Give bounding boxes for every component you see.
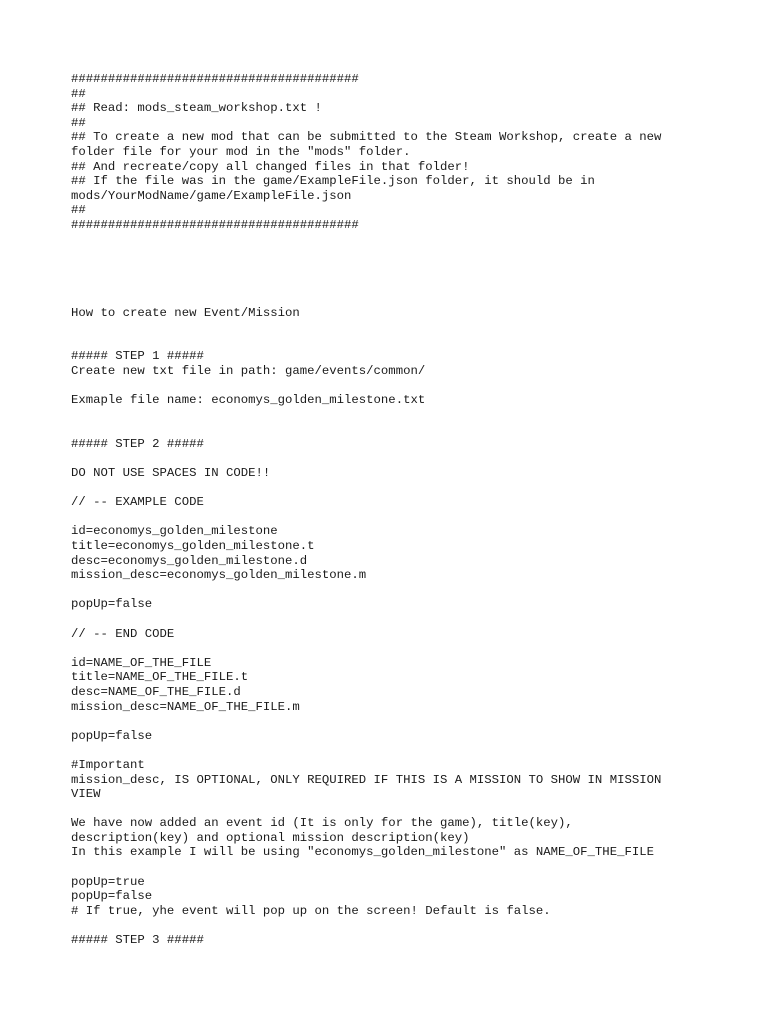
text-line: title=NAME_OF_THE_FILE.t [71, 670, 249, 685]
text-line: id=economys_golden_milestone [71, 524, 278, 539]
text-line: title=economys_golden_milestone.t [71, 539, 315, 553]
text-line: ## And recreate/copy all changed files in that folder! [71, 159, 470, 174]
text-line: description(key) and optional mission description(key) [71, 830, 470, 845]
blank-line [71, 335, 731, 350]
blank-line [71, 860, 731, 875]
text-line: mission_desc=NAME_OF_THE_FILE.m [71, 699, 300, 714]
text-line: We have now added an event id (It is only for the game), title(key), [71, 816, 573, 831]
text-line: desc=economys_golden_milestone.d [71, 553, 308, 568]
blank-line [71, 422, 731, 437]
text-line: ## [71, 203, 86, 218]
text-line: ## Read: mods_steam_workshop.txt ! [71, 101, 322, 116]
text-line: ##### STEP 3 ##### [71, 933, 204, 948]
blank-line [71, 510, 731, 525]
blank-line [71, 320, 731, 335]
text-line: Create new txt file in path: game/events/common/ [71, 363, 426, 378]
document-text [71, 72, 731, 948]
text-line: # If true, yhe event will pop up on the screen! Default is false. [71, 903, 551, 918]
blank-line [71, 583, 731, 598]
blank-line [71, 378, 731, 393]
text-line: desc=NAME_OF_THE_FILE.d [71, 684, 241, 699]
text-line: ####################################### [71, 72, 359, 86]
text-line: ####################################### [71, 217, 359, 232]
text-line: popUp=false [71, 889, 153, 904]
text-line: mods/YourModName/game/ExampleFile.json [71, 188, 352, 203]
blank-line [71, 612, 731, 627]
text-line: Exmaple file name: economys_golden_milestone.txt [71, 393, 426, 408]
text-line: ## [71, 115, 86, 130]
blank-line [71, 247, 731, 262]
text-line: popUp=false [71, 597, 153, 612]
text-line: id=NAME_OF_THE_FILE [71, 655, 212, 670]
text-line: DO NOT USE SPACES IN CODE!! [71, 466, 271, 481]
blank-line [71, 641, 731, 656]
text-line: folder file for your mod in the "mods" folder. [71, 144, 411, 159]
text-line: ##### STEP 2 ##### [71, 436, 204, 451]
text-line: ## If the file was in the game/ExampleFile.json folder, it should be in [71, 174, 595, 189]
text-line: popUp=true [71, 874, 145, 889]
text-line: // -- EXAMPLE CODE [71, 495, 204, 510]
text-line: mission_desc=economys_golden_milestone.m [71, 568, 367, 583]
text-line: ## To create a new mod that can be submitted to the Steam Workshop, create a new [71, 130, 662, 145]
text-line: // -- END CODE [71, 626, 175, 641]
blank-line [71, 918, 731, 933]
blank-line [71, 743, 731, 758]
blank-line [71, 233, 731, 248]
text-line: #Important [71, 757, 145, 772]
text-line: popUp=false [71, 728, 153, 743]
blank-line [71, 408, 731, 423]
blank-line [71, 802, 731, 817]
blank-line [71, 276, 731, 291]
text-line: ## [71, 86, 86, 101]
blank-line [71, 481, 731, 496]
text-line: mission_desc, IS OPTIONAL, ONLY REQUIRED IF THIS IS A MISSION TO SHOW IN MISSION [71, 772, 662, 787]
text-line: VIEW [71, 787, 101, 802]
text-line: How to create new Event/Mission [71, 305, 300, 320]
text-line: In this example I will be using "economys_golden_milestone" as NAME_OF_THE_FILE [71, 845, 654, 860]
blank-line [71, 451, 731, 466]
blank-line [71, 291, 731, 306]
text-line: ##### STEP 1 ##### [71, 349, 204, 364]
blank-line [71, 714, 731, 729]
blank-line [71, 262, 731, 277]
